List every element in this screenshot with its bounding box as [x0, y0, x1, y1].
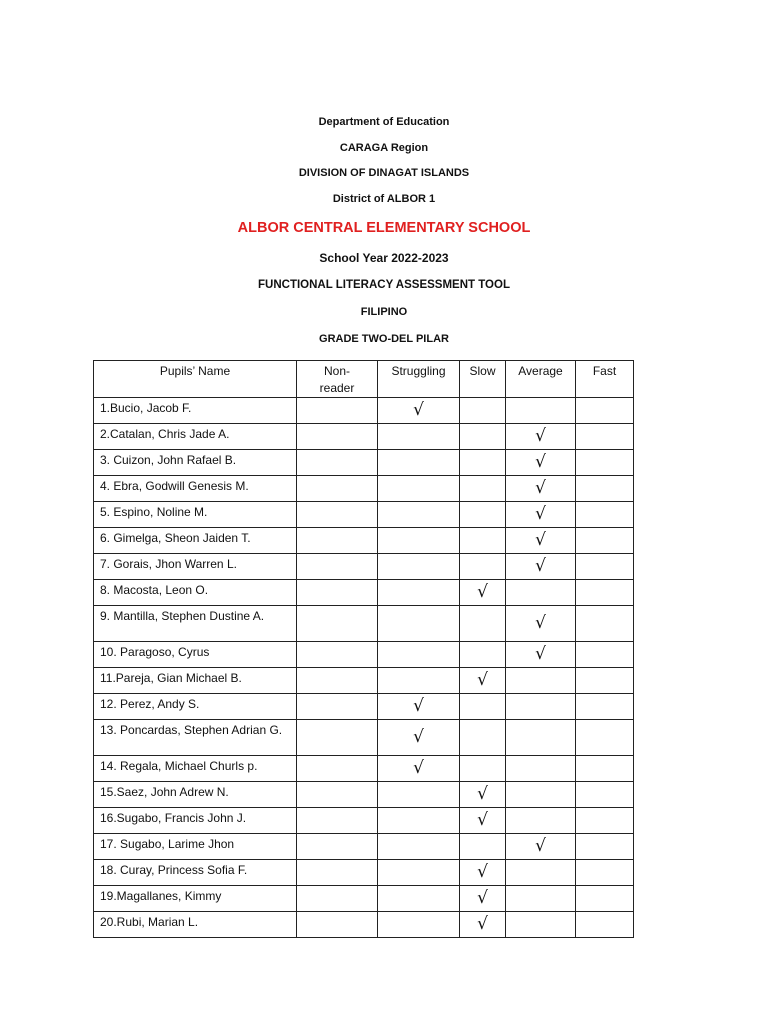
- table-row: [94, 668, 634, 694]
- cell-struggling: [378, 476, 460, 502]
- cell-slow: [460, 398, 506, 424]
- cell-fast: [576, 720, 634, 756]
- cell-struggling: [378, 720, 460, 756]
- cell-slow: [460, 668, 506, 694]
- cell-slow: [460, 606, 506, 642]
- school-year: School Year 2022-2023: [319, 251, 449, 265]
- pupil-name: 15.Saez, John Adrew N.: [94, 782, 297, 808]
- cell-average: [506, 554, 576, 580]
- cell-non-reader: [297, 912, 378, 938]
- cell-average: [506, 886, 576, 912]
- cell-non-reader: [297, 424, 378, 450]
- cell-fast: [576, 834, 634, 860]
- cell-fast: [576, 782, 634, 808]
- cell-slow: [460, 782, 506, 808]
- cell-non-reader: [297, 720, 378, 756]
- table-row: [94, 424, 634, 450]
- subject-title: FILIPINO: [360, 306, 408, 318]
- pupil-name: 8. Macosta, Leon O.: [94, 580, 297, 606]
- cell-struggling: [378, 860, 460, 886]
- cell-fast: [576, 398, 634, 424]
- pupil-name: 13. Poncardas, Stephen Adrian G.: [94, 720, 297, 756]
- cell-non-reader: [297, 606, 378, 642]
- check-mark-icon: √: [535, 504, 546, 524]
- cell-average: [506, 860, 576, 886]
- cell-average: [506, 668, 576, 694]
- pupil-name: 3. Cuizon, John Rafael B.: [94, 450, 297, 476]
- cell-average: [506, 580, 576, 606]
- cell-struggling: [378, 580, 460, 606]
- cell-fast: [576, 476, 634, 502]
- cell-struggling: [378, 502, 460, 528]
- table-row: [94, 606, 634, 642]
- check-mark-icon: √: [477, 810, 488, 830]
- cell-non-reader: [297, 808, 378, 834]
- cell-average: [506, 782, 576, 808]
- cell-struggling: [378, 756, 460, 782]
- table-row: [94, 912, 634, 938]
- header-division: DIVISION OF DINAGAT ISLANDS: [298, 167, 470, 179]
- pupil-name: 4. Ebra, Godwill Genesis M.: [94, 476, 297, 502]
- cell-average: [506, 834, 576, 860]
- table-row: [94, 398, 634, 424]
- check-mark-icon: √: [413, 696, 424, 716]
- check-mark-icon: √: [535, 426, 546, 446]
- cell-fast: [576, 860, 634, 886]
- check-mark-icon: √: [477, 888, 488, 908]
- check-mark-icon: √: [535, 452, 546, 472]
- check-mark-icon: √: [535, 556, 546, 576]
- cell-slow: [460, 720, 506, 756]
- cell-non-reader: [297, 886, 378, 912]
- cell-slow: [460, 808, 506, 834]
- cell-fast: [576, 528, 634, 554]
- table-row: [94, 450, 634, 476]
- check-mark-icon: √: [413, 400, 424, 420]
- cell-average: [506, 476, 576, 502]
- school-title: ALBOR CENTRAL ELEMENTARY SCHOOL: [237, 220, 531, 236]
- cell-slow: [460, 424, 506, 450]
- cell-average: [506, 502, 576, 528]
- pupil-name: 10. Paragoso, Cyrus: [94, 642, 297, 668]
- cell-average: [506, 606, 576, 642]
- cell-slow: [460, 528, 506, 554]
- cell-fast: [576, 808, 634, 834]
- cell-average: [506, 756, 576, 782]
- table-row: [94, 642, 634, 668]
- cell-non-reader: [297, 668, 378, 694]
- table-row: [94, 720, 634, 756]
- cell-slow: [460, 580, 506, 606]
- cell-fast: [576, 756, 634, 782]
- cell-fast: [576, 694, 634, 720]
- table-row: [94, 554, 634, 580]
- cell-average: [506, 912, 576, 938]
- cell-non-reader: [297, 694, 378, 720]
- table-header-row: [94, 361, 634, 398]
- cell-slow: [460, 912, 506, 938]
- check-mark-icon: √: [535, 530, 546, 550]
- header-district: District of ALBOR 1: [332, 193, 436, 205]
- cell-non-reader: [297, 502, 378, 528]
- table-row: [94, 886, 634, 912]
- cell-fast: [576, 642, 634, 668]
- cell-average: [506, 808, 576, 834]
- check-mark-icon: √: [413, 727, 424, 747]
- table-row: [94, 782, 634, 808]
- cell-average: [506, 720, 576, 756]
- col-header-average: Average: [506, 361, 576, 398]
- cell-slow: [460, 502, 506, 528]
- cell-fast: [576, 554, 634, 580]
- check-mark-icon: √: [477, 914, 488, 934]
- table-row: [94, 834, 634, 860]
- cell-non-reader: [297, 782, 378, 808]
- header-department: Department of Education: [318, 116, 450, 128]
- cell-slow: [460, 860, 506, 886]
- pupil-name: 18. Curay, Princess Sofia F.: [94, 860, 297, 886]
- cell-slow: [460, 886, 506, 912]
- pupil-name: 9. Mantilla, Stephen Dustine A.: [94, 606, 297, 642]
- cell-struggling: [378, 694, 460, 720]
- assessment-table: [93, 360, 634, 938]
- cell-non-reader: [297, 860, 378, 886]
- cell-fast: [576, 450, 634, 476]
- table-row: [94, 860, 634, 886]
- cell-struggling: [378, 886, 460, 912]
- cell-average: [506, 450, 576, 476]
- pupil-name: 12. Perez, Andy S.: [94, 694, 297, 720]
- grade-section: GRADE TWO-DEL PILAR: [319, 333, 449, 345]
- assessment-tool-title: FUNCTIONAL LITERACY ASSESSMENT TOOL: [258, 279, 510, 291]
- cell-slow: [460, 642, 506, 668]
- pupil-name: 1.Bucio, Jacob F.: [94, 398, 297, 424]
- check-mark-icon: √: [477, 862, 488, 882]
- cell-fast: [576, 912, 634, 938]
- cell-struggling: [378, 834, 460, 860]
- col-header-pupils-name: Pupils’ Name: [94, 361, 297, 398]
- col-header-non-reader-label: Non- reader: [319, 364, 355, 395]
- cell-non-reader: [297, 554, 378, 580]
- pupil-name: 11.Pareja, Gian Michael B.: [94, 668, 297, 694]
- cell-struggling: [378, 912, 460, 938]
- cell-struggling: [378, 642, 460, 668]
- check-mark-icon: √: [413, 758, 424, 778]
- cell-struggling: [378, 450, 460, 476]
- cell-non-reader: [297, 756, 378, 782]
- cell-struggling: [378, 528, 460, 554]
- cell-fast: [576, 886, 634, 912]
- table-row: [94, 580, 634, 606]
- cell-fast: [576, 580, 634, 606]
- pupil-name: 6. Gimelga, Sheon Jaiden T.: [94, 528, 297, 554]
- table-row: [94, 476, 634, 502]
- col-header-slow: Slow: [460, 361, 506, 398]
- cell-non-reader: [297, 642, 378, 668]
- pupil-name: 19.Magallanes, Kimmy: [94, 886, 297, 912]
- cell-struggling: [378, 808, 460, 834]
- table-row: [94, 528, 634, 554]
- check-mark-icon: √: [535, 836, 546, 856]
- table-row: [94, 502, 634, 528]
- cell-non-reader: [297, 580, 378, 606]
- pupil-name: 2.Catalan, Chris Jade A.: [94, 424, 297, 450]
- cell-non-reader: [297, 476, 378, 502]
- cell-struggling: [378, 606, 460, 642]
- col-header-struggling: Struggling: [378, 361, 460, 398]
- cell-fast: [576, 502, 634, 528]
- pupil-name: 16.Sugabo, Francis John J.: [94, 808, 297, 834]
- cell-struggling: [378, 554, 460, 580]
- cell-slow: [460, 450, 506, 476]
- check-mark-icon: √: [477, 784, 488, 804]
- header-region: CARAGA Region: [339, 142, 429, 154]
- cell-slow: [460, 694, 506, 720]
- cell-non-reader: [297, 834, 378, 860]
- check-mark-icon: √: [477, 582, 488, 602]
- cell-non-reader: [297, 398, 378, 424]
- pupil-name: 7. Gorais, Jhon Warren L.: [94, 554, 297, 580]
- cell-struggling: [378, 424, 460, 450]
- pupil-name: 5. Espino, Noline M.: [94, 502, 297, 528]
- pupil-name: 17. Sugabo, Larime Jhon: [94, 834, 297, 860]
- cell-fast: [576, 668, 634, 694]
- cell-average: [506, 642, 576, 668]
- check-mark-icon: √: [535, 478, 546, 498]
- cell-average: [506, 424, 576, 450]
- cell-fast: [576, 606, 634, 642]
- cell-struggling: [378, 668, 460, 694]
- check-mark-icon: √: [535, 613, 546, 633]
- cell-average: [506, 398, 576, 424]
- cell-slow: [460, 476, 506, 502]
- pupil-name: 14. Regala, Michael Churls p.: [94, 756, 297, 782]
- cell-slow: [460, 756, 506, 782]
- check-mark-icon: √: [477, 670, 488, 690]
- cell-fast: [576, 424, 634, 450]
- col-header-fast: Fast: [576, 361, 634, 398]
- cell-slow: [460, 554, 506, 580]
- cell-slow: [460, 834, 506, 860]
- cell-non-reader: [297, 450, 378, 476]
- table-row: [94, 694, 634, 720]
- col-header-non-reader: [297, 361, 378, 398]
- table-row: [94, 808, 634, 834]
- table-row: [94, 756, 634, 782]
- cell-average: [506, 694, 576, 720]
- cell-struggling: [378, 398, 460, 424]
- cell-struggling: [378, 782, 460, 808]
- pupil-name: 20.Rubi, Marian L.: [94, 912, 297, 938]
- check-mark-icon: √: [535, 644, 546, 664]
- cell-non-reader: [297, 528, 378, 554]
- cell-average: [506, 528, 576, 554]
